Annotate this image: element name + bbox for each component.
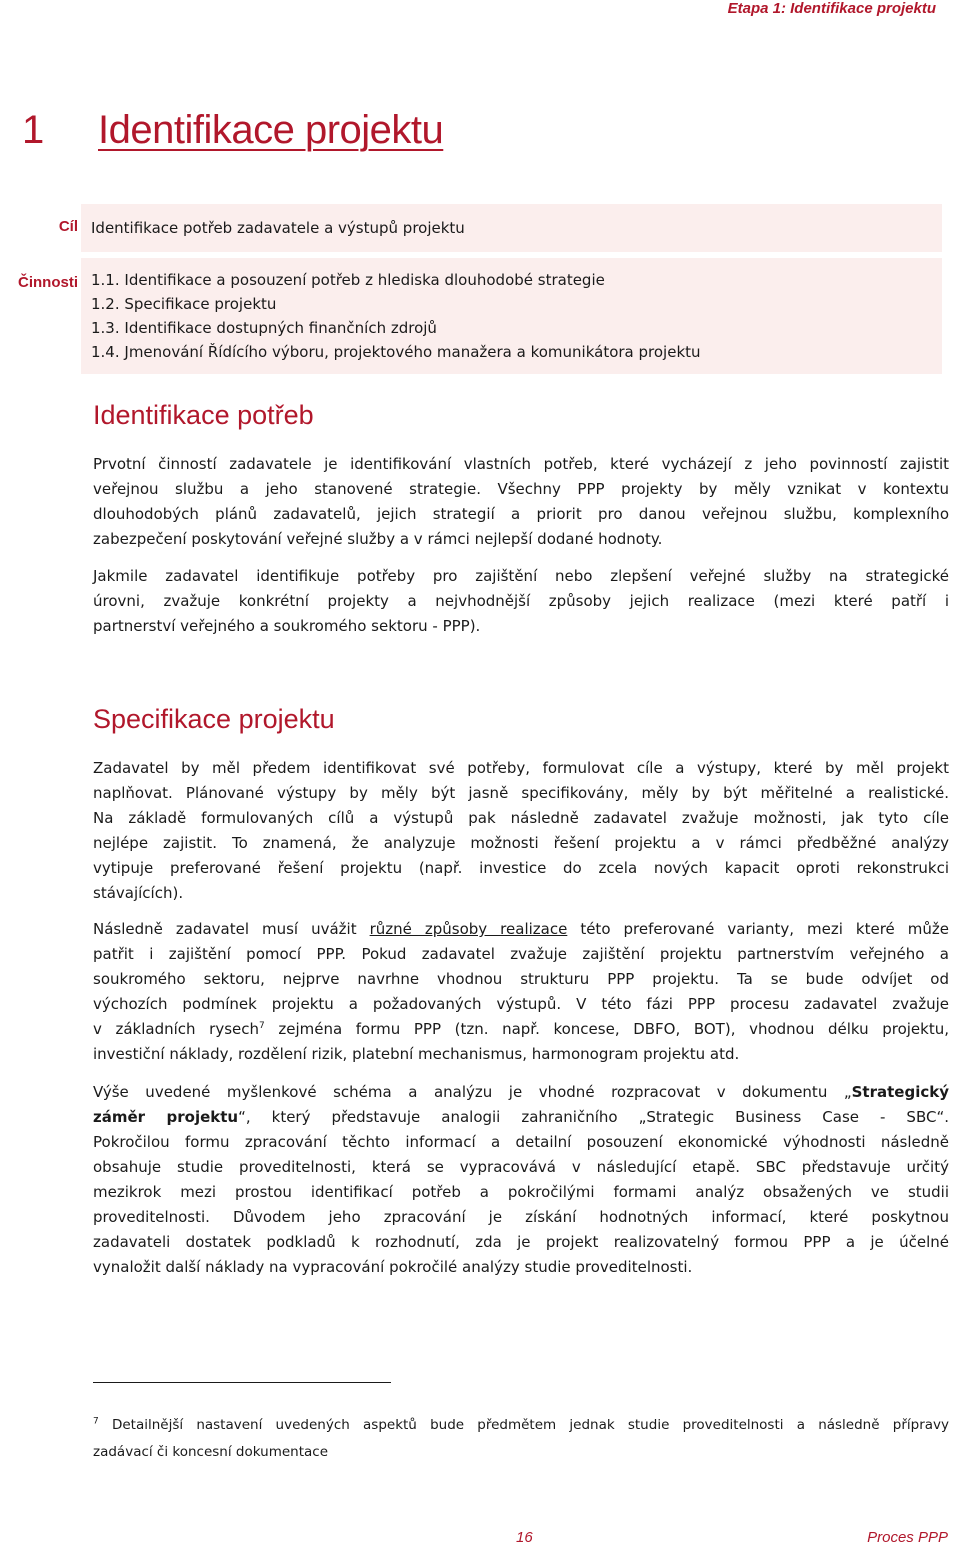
paragraph-spec-2 (93, 917, 949, 1067)
text-line: Zadavatel by měl předem identifikovat své potřeby, formulovat cíle a výstupy, které by měl projekt (93, 759, 949, 777)
text-line (93, 1105, 949, 1130)
activities-row (0, 258, 942, 374)
activities-cell (81, 258, 942, 374)
text-line (93, 917, 949, 942)
text-fragment: Následně zadavatel musí uvážit (93, 920, 370, 938)
text-line: nejlépe zajistit. To znamená, že analyzuje možnosti řešení projektu a v rámci předběžné analýzy (93, 834, 949, 852)
goal-label: Cíl (58, 218, 78, 235)
text-fragment: této preferované varianty, mezi které může (567, 920, 949, 938)
activity-item: 1.2. Specifikace projektu (91, 295, 277, 313)
activity-item: 1.1. Identifikace a posouzení potřeb z hlediska dlouhodobé strategie (91, 271, 605, 289)
footnote-marker: 7 (93, 1416, 99, 1427)
text-line: Na základě formulovaných cílů a výstupů pak následně zadavatel zvažuje možnosti, jak tyto cíle (93, 809, 949, 827)
footer-doc-title: Proces PPP (867, 1529, 948, 1546)
footnote-line (93, 1412, 949, 1439)
text-line: Jakmile zadavatel identifikuje potřeby pro zajištění nebo zlepšení veřejné služby na strategické (93, 567, 949, 585)
activities-label: Činnosti (18, 274, 78, 291)
chapter-heading (22, 108, 940, 153)
goal-row (0, 204, 942, 252)
realization-methods-link: různé způsoby realizace (369, 920, 568, 938)
text-line: úrovni, zvažuje konkrétní projekty a nejvhodnější způsoby jejich realizace (mezi které patří i (93, 592, 949, 610)
bold-term: záměr projektu (93, 1108, 239, 1126)
chapter-title: Identifikace projektu (98, 108, 444, 152)
running-header: Etapa 1: Identifikace projektu (727, 0, 936, 17)
footnote-line: zadávací či koncesní dokumentace (93, 1444, 328, 1460)
text-line: soukromého sektoru, nejprve navrhne vhodnou strukturu PPP projektu. Ta se bude odvíjet od (93, 970, 949, 988)
text-line: dlouhodobých plánů zadavatelů, jejich strategií a priorit pro danou veřejnou službu, komplexního (93, 505, 949, 523)
text-line: vytipuje preferované řešení projektu (např. investice do zcela nových kapacit oproti rekonstrukci (93, 859, 949, 877)
text-line: partnerství veřejného a soukromého sektoru - PPP). (93, 617, 481, 635)
bold-term: Strategický (851, 1083, 949, 1101)
section-title-spec: Specifikace projektu (93, 704, 335, 734)
text-line: stávajících). (93, 884, 184, 902)
text-fragment: Výše uvedené myšlenkové schéma a analýzu je vhodné rozpracovat v dokumentu „ (93, 1083, 852, 1101)
activity-item: 1.3. Identifikace dostupných finančních zdrojů (91, 319, 437, 337)
text-line: naplňovat. Plánované výstupy by měly být jasně specifikovány, měly by být měřitelné a realistické. (93, 784, 949, 802)
text-line: Prvotní činností zadavatele je identifikování vlastních potřeb, které vycházejí z jeho povinností zajistit (93, 455, 949, 473)
text-line: Pokročilou formu zpracování těchto informací a detailní posouzení ekonomické výhodnosti následně (93, 1133, 949, 1151)
text-line: veřejnou službu a jeho stanovené strategie. Všechny PPP projekty by měly vznikat v kontextu (93, 480, 949, 498)
text-fragment: zejména formu PPP (tzn. např. koncese, DBFO, BOT), vhodnou délku projektu, (264, 1020, 949, 1038)
text-line (93, 1080, 949, 1105)
paragraph-needs-2 (93, 564, 949, 639)
goal-text: Identifikace potřeb zadavatele a výstupů projektu (91, 219, 465, 237)
text-line: zadavateli dostatek podkladů k rozhodnutí, zda je projekt realizovatelný formou PPP a je účelné (93, 1233, 949, 1251)
footnote-separator (93, 1382, 391, 1383)
text-line: vynaložit další náklady na vypracování pokročilé analýzy studie proveditelnosti. (93, 1258, 693, 1276)
activity-item: 1.4. Jmenování Řídícího výboru, projektového manažera a komunikátora projektu (91, 343, 701, 361)
text-line: výchozích podmínek projektu a požadovaných výstupů. V této fázi PPP procesu zadavatel zvažuje (93, 995, 949, 1013)
footnote (93, 1412, 949, 1466)
text-line: zabezpečení poskytování veřejné služby a v rámci nejlepší dodané hodnoty. (93, 530, 663, 548)
text-line: obsahuje studie proveditelnosti, která se vypracovává v následující etapě. SBC představuje určitý (93, 1158, 949, 1176)
text-line: patřit i zajištění pomocí PPP. Pokud zadavatel zvažuje zajištění projektu partnerstvím veřejného a (93, 945, 949, 963)
footnote-text: Detailnější nastavení uvedených aspektů bude předmětem jednak studie proveditelnosti a následně přípravy (111, 1417, 949, 1433)
section-title-needs: Identifikace potřeb (93, 400, 314, 430)
text-line: investiční náklady, rozdělení rizik, platební mechanismus, harmonogram projektu atd. (93, 1045, 740, 1063)
goal-cell (81, 204, 942, 252)
text-fragment: “, který představuje analogii zahraničního „Strategic Business Case - SBC“. (238, 1108, 949, 1126)
text-fragment: v základních rysech (93, 1020, 259, 1038)
text-line (93, 1017, 949, 1042)
text-line: proveditelnosti. Důvodem jeho zpracování je získání hodnotných informací, které poskytnou (93, 1208, 949, 1226)
chapter-number: 1 (22, 108, 44, 152)
text-line: mezikrok mezi prostou identifikací potřeb a pokročilými formami analýz obsažených ve studii (93, 1183, 949, 1201)
paragraph-spec-3 (93, 1080, 949, 1280)
paragraph-needs-1 (93, 452, 949, 552)
page-number: 16 (516, 1529, 533, 1546)
footnote-ref: 7 (259, 1021, 265, 1031)
paragraph-spec-1 (93, 756, 949, 906)
